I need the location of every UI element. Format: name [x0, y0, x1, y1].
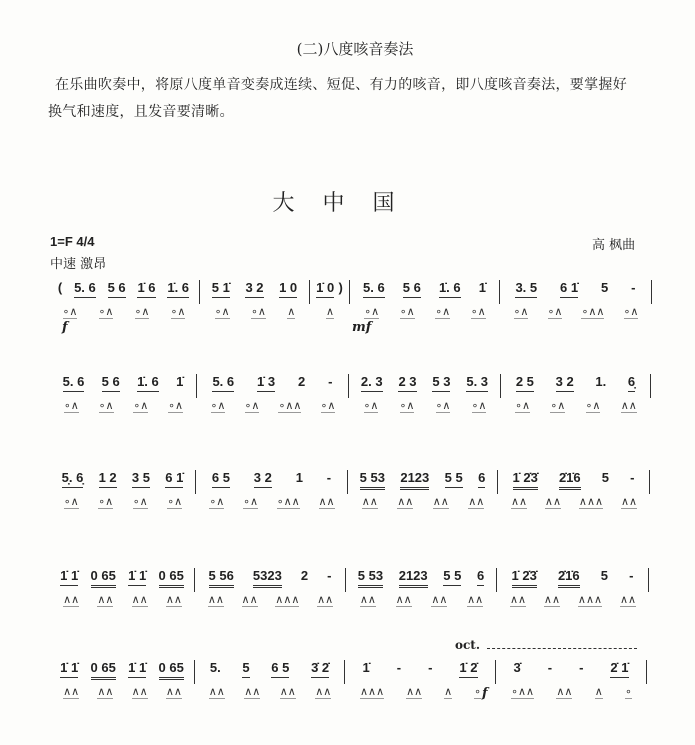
- tonguing-mark: ∧∧: [619, 593, 637, 606]
- note-group: 2: [300, 568, 309, 583]
- tonguing-mark: ∧∧: [620, 399, 637, 412]
- measure-articulation: [349, 399, 501, 413]
- measure-articulation: [195, 593, 346, 607]
- measure-articulation: [50, 399, 197, 413]
- tonguing-mark: ∘∧: [98, 495, 114, 508]
- measure-articulation: [498, 495, 650, 509]
- note-group: -: [428, 660, 433, 675]
- articulation-line: [50, 495, 650, 509]
- score-system: [50, 568, 649, 592]
- tonguing-mark: ∘∧: [623, 305, 639, 318]
- note-group: -: [327, 568, 332, 583]
- measure-articulation: [50, 495, 196, 509]
- tonguing-mark: ∘∧: [435, 305, 451, 318]
- measure: [196, 470, 348, 494]
- measure: [195, 568, 346, 592]
- tonguing-mark: ∘∧: [320, 399, 336, 412]
- tonguing-mark: ∘∧: [98, 399, 114, 412]
- note-group: 2̇1̇6: [559, 470, 581, 490]
- tonguing-mark: ∘∧: [550, 399, 566, 412]
- measure-articulation: [197, 399, 349, 413]
- note-group: 1̇ 3: [257, 374, 275, 392]
- note-group: 5 6: [403, 280, 421, 298]
- measure-articulation: [501, 399, 651, 413]
- measure-articulation: [348, 495, 498, 509]
- tonguing-mark: ∘∧: [515, 399, 531, 412]
- tonguing-mark: ∧∧: [543, 593, 561, 606]
- tonguing-mark: ∧∧: [244, 685, 261, 698]
- note-group: 2: [298, 374, 306, 389]
- dynamic-mark: f: [62, 320, 68, 335]
- tonguing-mark: ∧∧: [406, 685, 423, 698]
- measure: [350, 280, 500, 304]
- tonguing-mark: ∘∧∧: [278, 399, 302, 412]
- tonguing-mark: ∘∧∧: [276, 495, 300, 508]
- note-group: 1̇ 2̇3̇: [512, 568, 537, 588]
- measure: [496, 660, 647, 684]
- note-group: 5. 6: [363, 280, 385, 298]
- measure-articulation: [200, 305, 310, 319]
- note-group: 5. 6: [212, 374, 234, 392]
- note-group: -: [547, 660, 553, 675]
- dynamic-mark: f: [482, 686, 488, 701]
- tonguing-mark: ∘∧: [62, 305, 78, 318]
- tonguing-mark: ∧∧: [432, 495, 449, 508]
- note-group: 0 65: [91, 568, 116, 588]
- measure: [48, 280, 200, 304]
- tonguing-mark: ∘∧: [98, 305, 114, 318]
- note-group: 1 0: [279, 280, 297, 298]
- note-group: 1̇ 6: [137, 280, 155, 298]
- measure: [349, 374, 501, 398]
- note-group: -: [630, 470, 635, 485]
- tonguing-mark: ∘∧: [250, 305, 266, 318]
- note-group: 5. 6: [63, 374, 85, 392]
- measure: [50, 470, 196, 494]
- tonguing-mark: ∧∧: [279, 685, 296, 698]
- tonguing-mark: ∧∧: [131, 685, 148, 698]
- note-group: 3. 5: [515, 280, 537, 298]
- tonguing-mark: ∘∧: [168, 399, 184, 412]
- measure: [345, 660, 496, 684]
- note-group: 1̇ 1̇: [60, 660, 78, 678]
- note-group: 5 3: [432, 374, 450, 392]
- tonguing-mark: ∘∧: [133, 399, 149, 412]
- note-group: 5̣. 6̣: [62, 470, 84, 488]
- tonguing-mark: ∘∧: [167, 495, 183, 508]
- tonguing-mark: ∘∧: [63, 495, 79, 508]
- tonguing-mark: ∧∧: [97, 685, 114, 698]
- note-group: 5: [601, 280, 609, 295]
- score-system: [50, 660, 647, 684]
- note-group: 1̇. 6: [439, 280, 461, 298]
- note-group: 3 2: [556, 374, 574, 392]
- note-group: 3 2: [254, 470, 272, 488]
- tonguing-mark: ∧: [594, 685, 603, 698]
- tonguing-mark: ∧: [325, 305, 335, 318]
- note-group: 2̇ 1̇: [610, 660, 628, 678]
- measure-articulation: [496, 685, 647, 699]
- tonguing-mark: ∘∧: [470, 305, 486, 318]
- tonguing-mark: ∧∧: [556, 685, 573, 698]
- tonguing-mark: ∘: [624, 685, 632, 698]
- note-group: 5: [601, 470, 609, 485]
- note-group: 2̇1̇6: [558, 568, 580, 588]
- note-group: (: [57, 280, 63, 295]
- tonguing-mark: ∘∧∧: [581, 305, 605, 318]
- tonguing-mark: ∘∧: [471, 399, 487, 412]
- measure: [50, 568, 195, 592]
- note-group: 1̇ 1̇: [128, 660, 146, 678]
- tonguing-mark: ∧∧: [397, 495, 414, 508]
- note-group: 1̇ 1̇: [128, 568, 146, 586]
- note-group: 6: [477, 568, 484, 586]
- note-group: 5 53: [360, 470, 385, 490]
- tonguing-mark: ∘∧: [363, 399, 379, 412]
- note-group: 2123: [400, 470, 429, 490]
- note-group: 1̇: [478, 280, 486, 295]
- note-group: 1: [295, 470, 303, 485]
- measure-articulation: [346, 593, 497, 607]
- tonguing-mark: ∘∧: [399, 399, 415, 412]
- articulation-line: [50, 685, 647, 699]
- measure: [498, 470, 650, 494]
- tonguing-mark: ∘∧∧: [511, 685, 535, 698]
- dynamic-mark: mf: [352, 320, 372, 335]
- score-system: [50, 374, 651, 398]
- measure: [348, 470, 498, 494]
- tonguing-mark: ∧∧: [509, 593, 527, 606]
- note-group: -: [579, 660, 584, 675]
- measure-articulation: [345, 685, 496, 699]
- measure: [50, 374, 197, 398]
- articulation-line: [50, 399, 651, 413]
- tonguing-mark: ∧∧: [63, 685, 80, 698]
- note-group: 1̇: [176, 374, 184, 389]
- key-signature: 1=F 4/4: [50, 234, 95, 249]
- tonguing-mark: ∧∧: [63, 593, 80, 606]
- note-group: 1̇: [362, 660, 370, 675]
- tonguing-mark: ∘∧: [134, 305, 150, 318]
- note-group: 1̇ 0: [316, 280, 334, 298]
- tonguing-mark: ∘∧: [585, 399, 601, 412]
- note-group: 5: [242, 660, 249, 678]
- tonguing-mark: ∧∧: [165, 593, 182, 606]
- note-group: 5 5: [443, 568, 461, 586]
- tonguing-mark: ∧∧: [241, 593, 258, 606]
- note-group: 0 65: [159, 568, 184, 588]
- note-group: -: [631, 280, 636, 295]
- note-group: 1̇ 2̇3̇: [513, 470, 538, 490]
- octave-dashed-line: [487, 648, 637, 649]
- tonguing-mark: ∧∧: [131, 593, 148, 606]
- tonguing-mark: ∘∧: [214, 305, 230, 318]
- measure: [197, 374, 349, 398]
- note-group: 5 6: [102, 374, 120, 392]
- note-group: 2 5: [516, 374, 534, 392]
- measure-articulation: [50, 593, 195, 607]
- measure: [500, 280, 652, 304]
- note-group: 0 65: [159, 660, 184, 680]
- note-group: 5 1̇: [212, 280, 230, 298]
- measure: [501, 374, 651, 398]
- note-group: 1̇. 6: [167, 280, 189, 298]
- note-group: 0 65: [91, 660, 116, 680]
- note-group: 1.: [595, 374, 607, 389]
- tonguing-mark: ∧∧: [317, 593, 334, 606]
- tonguing-mark: ∧∧: [431, 593, 448, 606]
- note-group: 3̇ 2̇: [311, 660, 329, 678]
- measure-articulation: [350, 305, 500, 319]
- tonguing-mark: ∧∧∧: [275, 593, 300, 606]
- measure-articulation: [500, 305, 652, 319]
- tonguing-mark: ∧∧: [544, 495, 562, 508]
- note-group: 5.: [209, 660, 221, 675]
- note-group: 2. 3: [361, 374, 383, 392]
- measure: [200, 280, 310, 304]
- paragraph-line: 换气和速度，且发音要清晰。: [48, 104, 234, 120]
- tonguing-mark: ∧: [444, 685, 453, 698]
- note-group: 1 2: [99, 470, 117, 488]
- measure-articulation: [48, 305, 200, 319]
- note-group: -: [328, 374, 333, 389]
- note-group: 6 1̇: [165, 470, 183, 488]
- tempo-marking: 中速 激昂: [50, 257, 107, 272]
- tonguing-mark: ∘∧: [132, 495, 148, 508]
- composer: 高 枫曲: [592, 238, 636, 253]
- note-group: 6 5: [212, 470, 230, 488]
- note-group: 1̇ 2̇: [459, 660, 477, 678]
- articulation-line: [48, 305, 652, 319]
- note-group: 5. 6: [74, 280, 96, 298]
- note-group: ): [338, 280, 343, 295]
- tonguing-mark: ∧∧∧: [577, 593, 603, 606]
- tonguing-mark: ∧∧: [315, 685, 332, 698]
- tonguing-mark: ∘∧: [170, 305, 186, 318]
- tonguing-mark: ∘∧: [547, 305, 563, 318]
- note-group: 3 2: [245, 280, 263, 298]
- note-group: 5 53: [358, 568, 383, 588]
- tonguing-mark: ∧∧: [620, 495, 638, 508]
- section-title: (二)八度咳音奏法: [296, 40, 414, 58]
- tonguing-mark: ∧: [287, 305, 296, 318]
- tonguing-mark: ∘∧: [364, 305, 380, 318]
- tonguing-mark: ∧∧: [97, 593, 114, 606]
- tonguing-mark: ∧∧: [361, 495, 378, 508]
- measure-articulation: [50, 685, 195, 699]
- note-group: 5 56: [209, 568, 234, 588]
- note-group: 6 5: [271, 660, 289, 678]
- tonguing-mark: ∘∧: [399, 305, 415, 318]
- measure-articulation: [195, 685, 345, 699]
- measure-articulation: [497, 593, 649, 607]
- tonguing-mark: ∧∧: [467, 593, 484, 606]
- tonguing-mark: ∧∧: [468, 495, 485, 508]
- note-group: -: [629, 568, 634, 583]
- note-group: 3 5: [132, 470, 150, 488]
- tonguing-mark: ∧∧: [359, 593, 376, 606]
- note-group: -: [396, 660, 402, 675]
- score-system: [48, 280, 652, 304]
- note-group: 5. 3: [466, 374, 488, 392]
- tonguing-mark: ∧∧: [510, 495, 528, 508]
- tonguing-mark: ∧∧: [207, 593, 224, 606]
- tonguing-mark: ∘∧: [63, 399, 79, 412]
- tonguing-mark: ∘∧: [210, 399, 226, 412]
- tonguing-mark: ∧∧: [165, 685, 182, 698]
- tonguing-mark: ∧∧∧: [578, 495, 604, 508]
- note-group: 6 1̇: [560, 280, 578, 298]
- measure: [346, 568, 497, 592]
- measure: [497, 568, 649, 592]
- tonguing-mark: ∘∧: [243, 495, 258, 508]
- note-group: 3̇: [513, 660, 521, 675]
- note-group: 5: [600, 568, 608, 583]
- note-group: 5 6: [108, 280, 126, 298]
- song-title: 大中国: [272, 191, 423, 216]
- tonguing-mark: ∘∧: [209, 495, 225, 508]
- tonguing-mark: ∘: [474, 685, 481, 698]
- measure-articulation: [310, 305, 350, 319]
- articulation-line: [50, 593, 649, 607]
- tonguing-mark: ∘∧: [244, 399, 260, 412]
- score-system: [50, 470, 650, 494]
- note-group: 1̇ 1̇: [60, 568, 78, 586]
- note-group: 6̣: [628, 374, 635, 392]
- note-group: 1̇. 6: [137, 374, 159, 392]
- tonguing-mark: ∧∧∧: [359, 685, 385, 698]
- paragraph-line: 在乐曲吹奏中，将原八度单音变奏成连续、短促、有力的咳音，即八度咳音奏法，要掌握好: [55, 77, 627, 93]
- measure: [50, 660, 195, 684]
- note-group: 2123: [399, 568, 428, 588]
- note-group: -: [326, 470, 332, 485]
- measure: [310, 280, 350, 304]
- note-group: 5 5: [445, 470, 463, 488]
- tonguing-mark: ∧∧: [395, 593, 412, 606]
- measure: [195, 660, 345, 684]
- note-group: 5323: [253, 568, 282, 588]
- tonguing-mark: ∧∧: [318, 495, 335, 508]
- measure-articulation: [196, 495, 348, 509]
- tonguing-mark: ∧∧: [208, 685, 225, 698]
- octave-mark: oct.: [455, 638, 481, 652]
- tonguing-mark: ∘∧: [435, 399, 451, 412]
- tonguing-mark: ∘∧: [513, 305, 529, 318]
- note-group: 2 3: [398, 374, 416, 392]
- note-group: 6: [478, 470, 485, 488]
